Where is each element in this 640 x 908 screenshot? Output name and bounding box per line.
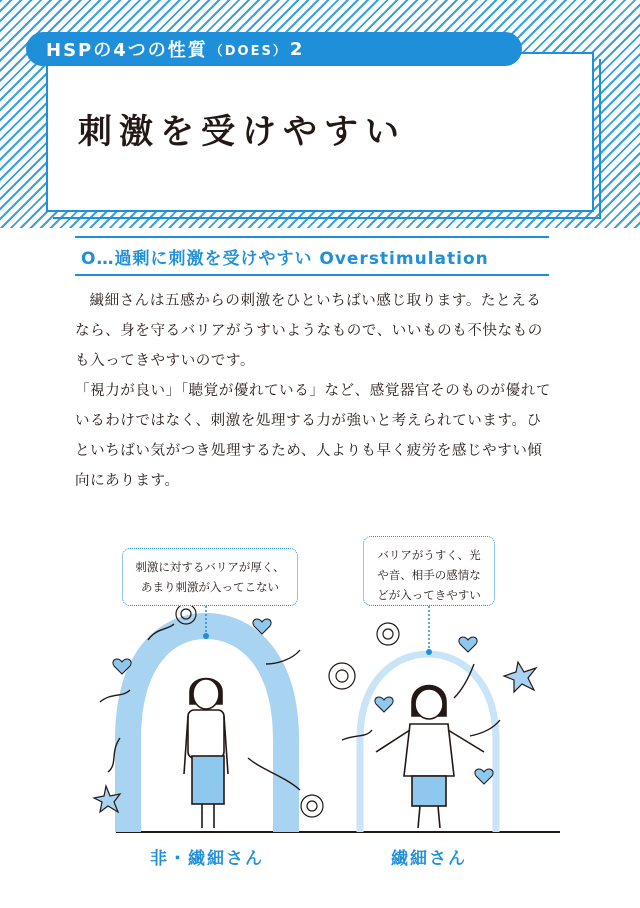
paragraph-1: 繊細さんは五感からの刺激をひといちばい感じ取ります。たとえるなら、身を守るバリアがうすいようなもので、いいものも不快なものも入ってきやすいのです。 — [75, 293, 543, 369]
caption-line: 刺激に対するバリアが厚く、 — [135, 560, 285, 574]
barrier-illustration — [0, 520, 640, 908]
body-text — [75, 286, 551, 496]
series-code: （DOES） — [209, 43, 288, 59]
series-number: 2 — [289, 38, 305, 60]
spark-icon — [504, 662, 536, 692]
non-sensitive-person — [184, 679, 228, 829]
caption-line: あまり刺激が入ってこない — [141, 580, 279, 594]
series-banner — [26, 32, 522, 66]
caption-line: バリアがうすく、光 — [377, 548, 481, 562]
section-heading: O…過剰に刺激を受けやすい Overstimulation — [75, 236, 549, 276]
noise-scribble-icon — [329, 663, 355, 689]
caption-line: や音、相手の感情な — [377, 568, 481, 582]
noise-scribble-icon — [377, 623, 399, 645]
heart-icon — [375, 697, 393, 712]
caption-line: どが入ってきやすい — [377, 588, 481, 602]
non-sensitive-label: 非・繊細さん — [150, 849, 264, 869]
heart-icon — [475, 769, 493, 784]
paragraph-2: 「視力が良い」「聴覚が優れている」など、感覚器官そのものが優れているわけではなく、刺激を処理する力が強いと考えられています。ひといちばい気がつき処理するため、人よりも早く疲労を感じやすい傾向にあります。 — [75, 383, 551, 489]
thick-barrier-caption — [122, 548, 298, 606]
sensitive-person — [376, 686, 484, 829]
sensitive-label: 繊細さん — [391, 849, 467, 869]
thin-barrier-caption — [363, 536, 495, 606]
series-prefix: HSPの4つの性質 — [46, 40, 208, 61]
noise-scribble-icon — [301, 795, 323, 817]
heart-icon — [459, 637, 477, 652]
page-title: 刺激を受けやすい — [78, 112, 406, 152]
